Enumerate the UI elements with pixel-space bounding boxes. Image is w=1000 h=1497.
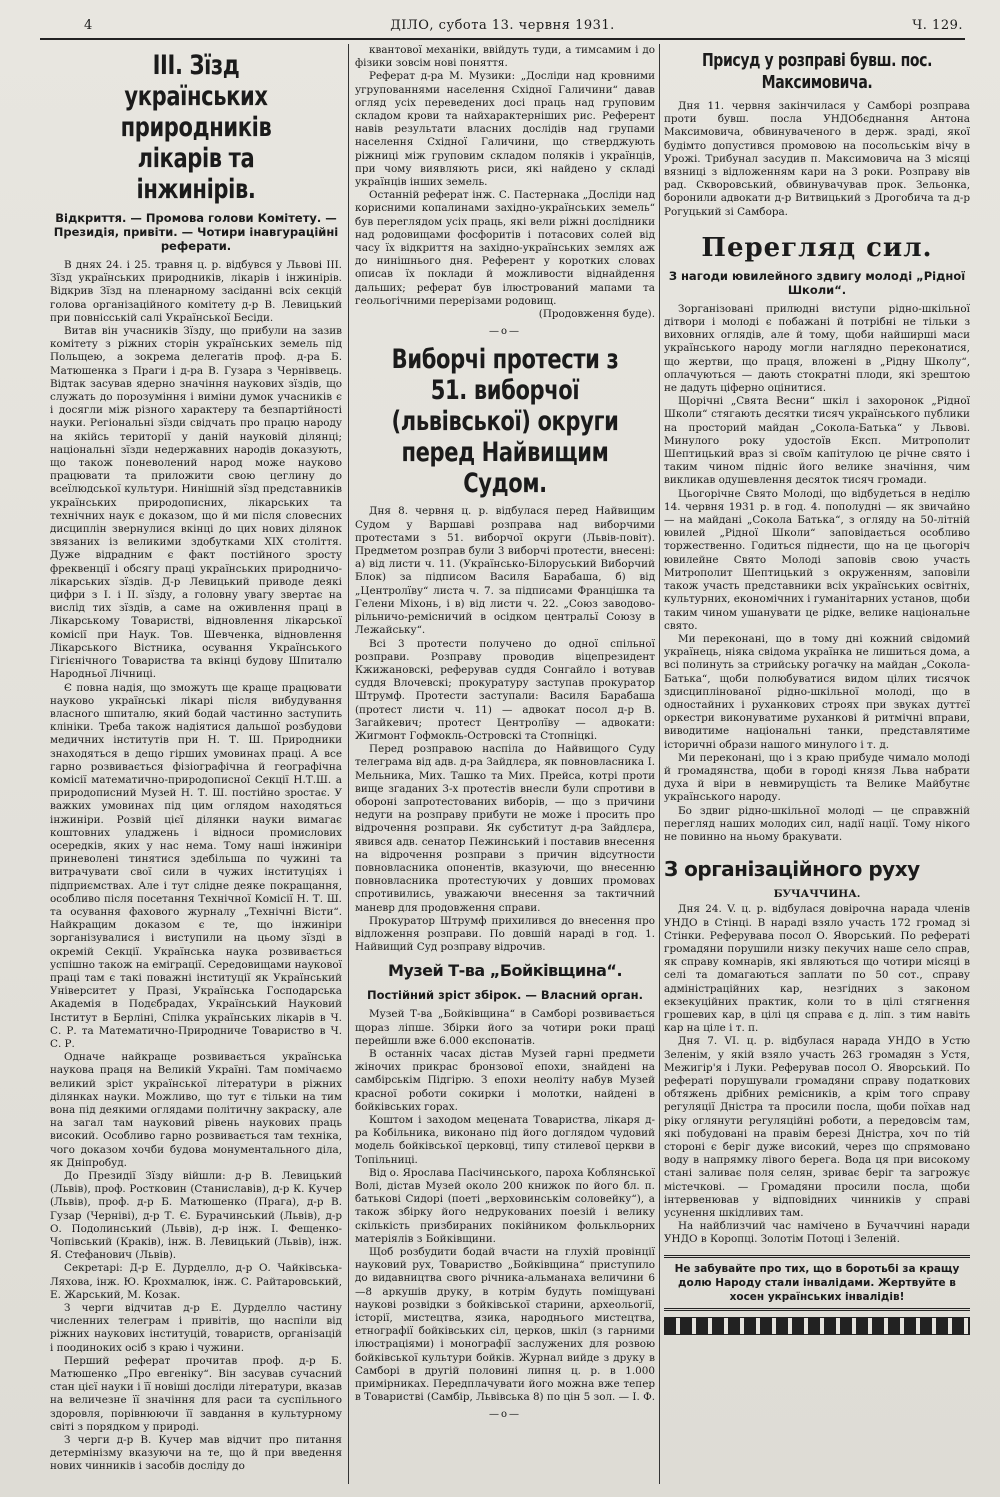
article-title: З організаційного руху [664, 857, 920, 882]
divider: —o— [488, 326, 522, 338]
paragraph: Бо здвиг рідно-шкільної молоді — це справжній перегляд наших молодих сил, надії нації. Тому нікого не повинно на ньому бракувати. [664, 804, 970, 843]
issue-number: Ч. 129. [912, 18, 963, 33]
paragraph: Одначе найкраще розвивається українська наукова праця на Великій Україні. Там помічаємо великий зріст української літератури в ріжних ділянках науки. Можливо, що тут є тільки на тим вона під деякими оглядами політичну закраску, але на загал там науковий рівень наукових праць високий. Особливо гарно розвивається там техніка, чого доказом хочби будова монументального діла, як Дніпробуд. [50, 1051, 342, 1169]
appeal-notice: Не забувайте про тих, що в боротьбі за кращу долю Народу стали інвалідами. Жертвуйте в хосен українських інвалідів! [664, 1255, 970, 1311]
paragraph: В останніх часах дістав Музей гарні предмети жіночих прикрас бронзової епохи, знайдені на самбірськім Підгірю. З епохи неоліту набув Музей красної роботи сокирки і молотки, найдені в бойківських горах. [355, 1047, 655, 1113]
article-title: Перегляд сил. [701, 232, 933, 263]
masthead [40, 16, 965, 40]
paragraph: Щорічні „Свята Весни“ шкіл і захоронок „Рідної Школи“ стягають десятки тисяч українського публики на просторий майдан „Сокола-Батька“ у Львові. Минулого року удостоїв Експ. Митрополит Шептицький враз зі своїм капітулою це річне свято і таким чином підніс його велике значіння, чим викликав одушевлення десяток тисяч громади. [664, 395, 970, 487]
paragraph: Дня 7. VI. ц. р. відбулася нарада УНДО в Устю Зеленім, у якій взяло участь 263 громадян з Устя, Межигір'я і Луки. Реферував посол О. Яворський. По рефераті порушували громадяни справу податкових обтяжень дрібних ремісників, а крім того справу регуляції Дністра та просили посла, щоби поїхав над ріку оглянути регуляційні роботи, а передовсім там, які побудовані на правім березі Дністра, хоч по тій стороні є беріг дуже високий, через що спрямовано воду в напрямку лівого берега. Вода ця при високому стані заливає поля селян, зриває беріг та загрожує містечкові. — Громадяни просили посла, щоби інтервенював у відповідних чинників у справі усунення шкідливих там. [664, 1035, 970, 1220]
paragraph: квантової механіки, ввійдуть туди, а тимсамим і до фізики зовсім нові поняття. [355, 44, 655, 70]
paragraph: З черги д-р В. Кучер мав відчит про питання детермінізму вказуючи на те, що й при введення нових чинників і засобів досліду до [50, 1434, 342, 1473]
paragraph: З черги відчитав д-р Е. Дурделло частину численних телеграм і привітів, що наспіли від ріжних наукових інституцій, товариств, організацій і поодиноких осіб з краю і чужини. [50, 1302, 342, 1354]
divider: —o— [488, 1409, 522, 1421]
paragraph: Зорганізовані прилюдні виступи рідно-шкільної дітвори і молоді є побажані й потрібні не тільки з виховних оглядів, але й тому, щоби найширші маси українського народу могли наглядно переконатися, що жертви, що праця, вложені в „Рідну Школу“, оплачуються — дають стократні плоди, які зрештою не дадуть ціферно оцінитися. [664, 302, 970, 395]
paragraph: Ми переконані, що в тому дні кожний свідомий українець, ніяка свідома українка не лишиться дома, а всі полинуть за стрийську рогачку на майдан „Сокола-Батька“, щоби полюбуватися видом цілих тисячок здисциплінованої рідно-шкільної молоді, що в одностайних і руханкових строях при звуках дуттєї оркестри виконуватиме руханкові й ритмічні вправи, виводитиме національні танки, представлятиме історичні образи нашого минулого і т. д. [664, 632, 970, 751]
paragraph: На найблизчий час намічено в Бучаччині наради УНДО в Коропці. Золотім Потоці і Зеленій. [664, 1220, 970, 1246]
paragraph: Дня 24. V. ц. р. відбулася довірочна нарада членів УНДО в Стінці. В нараді взяло участь 172 громад зі Стінки. Реферувава посол О. Яворський. По рефераті громадяни порушили низку пекучих наше село справ, як справу комнарів, які являються що чотири місяці в селі та домагаються заплати по 50 сот., справу адміністраційних кар, незгідних з законом екзекуційних практик, коли то в цілі стягнення грошевих кар, в цілі ця справа є д. ліп. з тим навіть кар на ціле і т. п. [664, 903, 970, 1035]
paragraph: Перед розправою наспіла до Найвищого Суду телеграма від адв. д-ра Зайдлєра, як повновласника І. Мельника, Мих. Ташко та Мих. Прейса, котрі проти вище згаданих 3-х протестів внесли були спротиви в обороні запротестованих виборів, — що з причини недуги на розправу прибути не може і просить про відрочення розправи. Як субститут д-ра Зайдлєра, явився адв. сенатор Пежинський і поставив внесення на відрочення розправи з причин відсутности повновласника опонентів, вказуючи, що внесенню повновласника протестуючих у довших промовах спротивились, уважаючи внесення за тактичний маневр для продовження справи. [355, 743, 655, 914]
article-title: Виборчі протести з 51. виборчої (львівської) округи перед Найвищим Судом. [391, 344, 619, 500]
paragraph: Останній реферат інж. С. Пастернака „Досліди над корисними копалинами західно-українських земель“ був переглядом усіх праць, які вели ріжні дослідники над родовищами фосфоритів і потасових солей від часу їх відкриття на західно-українських землях аж до нинішнього дня. Референт у коротких словах описав їх поклади й можливости віднайдення дальших; реферат був ілюстрований мапами та геольогічними перерізами родовищ. [355, 189, 655, 307]
paragraph: Прокуратор Штрумф прихилився до внесення про відложення розправи. По довшій нараді в год. 1. Найвищий Суд розправу відрочив. [355, 914, 655, 954]
masthead-title: ДІЛО, субота 13. червня 1931. [390, 18, 615, 33]
paragraph: Від о. Ярослава Пасічинського, пароха Коблянської Волі, дістав Музей около 200 книжок по його бл. п. батькові Сидорі (поеті „верховинськім соловейку“), а також збірку його недрукованих поезій і велику скількість призбираних покійником фолькльорних матеріялів з Бойківщини. [355, 1166, 655, 1245]
article-title: Присуд у розправі бувш. пос. Максимовича. [701, 50, 933, 93]
region-heading: БУЧАЧЧИНА. [773, 888, 861, 901]
paragraph: Музей Т-ва „Бойківщина“ в Самборі розвивається щораз ліпше. Збірки його за чотири роки праці перейшли вже 6.000 експонатів. [355, 1008, 655, 1047]
paragraph: Є повна надія, що зможуть ще краще працювати науково українські лікарі після вибудування власного шпиталю, який бодай частинно заступить клініки. Треба також надіятися дальшої розбудови медичних інститутів при Н. Т. Ш. Природники знаходяться в дещо гірших умовинах праці. А все гарно розвивається фізіографічна й географічна комісії математично-природописної Секції Н.Т.Ш. а природописний Музей Н. Т. Ш. постійно зростає. У важких умовинах під цим оглядом находяться інжиніри. Розвій цієї ділянки науки вимагає коштовних уладжень і відноси промислових осередків, яких у нас нема. Тому наші інжиніри приневолені тинятися здебільша по чужині та витрачувати свої сили в чужих інституціях і підприємствах. Але і тут слідне деяке покращання, особливо після посетання Технічної Комісії Н. Т. Ш. та осування фахового журналу „Технічні Вісти“. Найкращим доказом є те, що інжиніри зорганізувалися і виступили на цьому зїзді в окремій Секції. Українська наука розвивається успішно також на еміграції. Середовищами наукової праці там є такі поважні інституції як Український Університет у Празі, Українська Господарська Академія в Подєбрадах, Український Науковий Інститут в Берліні, Спілка українських лікарів в Ч. С. Р. та Математично-Природниче Товариство в Ч. С. Р. [50, 681, 342, 1050]
paragraph: Секретарі: Д-р Е. Дурделло, д-р О. Чайківська-Ляхова, інж. Ю. Крохмалюк, інж. С. Райтаровський, Е. Жарський, М. Козак. [50, 1262, 342, 1301]
paragraph: Реферат д-ра М. Музики: „Досліди над кровними угрупованнями населення Східної Галичини“ давав огляд усіх переведених досі праць над груповим складом крови та найхарактерніших рис. Референт навів результати власних дослідів над групами населення Східної Галичини, що стверджують ріжниці між груповим складом поляків і українців, при чому виявляють риси, які найдено у складі українців інших земель. [355, 70, 655, 189]
column-3 [664, 44, 970, 1484]
paragraph: Витав він учасників Зїзду, що прибули на зазив комітету з ріжних сторін українських земель під Польщею, а зокрема делегатів проф. д-ра Б. Матюшенка з Праги і д-ра В. Гузара з Черніввець. Відтак засував ядерно значіння наукових зїздів, що служать до порозуміння і виміни думок учасників є і досягли між різного характеру та безпартійності науки. Регіональні зїзди свідчать про працю народу на якійсь території у даній науковій ділянці; національні зїзди недержавних народів доказують, що також поневолений народ може науково працювати та приложити свою цеглину до всеїлюдської культури. Нинішній зїзд представників українських природописних, лікарських та технічних наук є доказом, що й ми після словесних дисциплін звернулися вкінці до цих нових ділянок звязаних із великими здобутками XIX століття. Дуже відрадним є факт постійного зросту фреквенції і обсягу праці українських природничо-лікарських зїздів. Д-р Левицький приводе деякі цифри з I. і II. зїзду, а головну увагу звертає на вислід тих зїздів, а саме на оживлення праці в Лікарському Товаристві, відновлення лікарської комісії при Наук. Тов. Шевченка, відновлення Лікарського Вістника, осування Українського Гігієнічного Товариства та вкінці будову Шпиталю Народньої Лічниці. [50, 325, 342, 681]
column-1 [50, 44, 342, 1484]
column-rule [348, 44, 349, 1484]
ornament-border [664, 1317, 970, 1335]
paragraph: Цьогорічне Свято Молоді, що відбудеться в неділю 14. червня 1931 р. в год. 4. пополудні — як звичайно — на майдані „Сокола Батька“, з огляду на 50-літній ювилей „Рідної Школи“ заповідається особливо торжественно. Годиться піднести, що на це цьогоріч ювилейне Свято Молоді заповів свою участь Митрополит Шептицький з окруженням, заповіли також участь представники всіх українських освітніх, культурних, економічних і гуманітарних установ, щоби таким чином ушанувати це рідке, велике національне свято. [664, 487, 970, 632]
article-subtitle: Відкриття. — Промова голови Комітету. — Президія, привіти. — Чотири інавгураційні реферати. [53, 211, 339, 253]
article-subtitle: Постійний зріст збірок. — Власний орган. [367, 988, 643, 1003]
paragraph: До Президії Зїзду війшли: д-р В. Левицький (Львів), проф. Ростковин (Станиславів), д-р К. Кучер (Львів), проф. д-р Б. Матюшенко (Прага), д-р В. Гузар (Черніві), д-р Т. Є. Бурачинський (Львів), д-р О. Подолинський (Львів), д-р інж. І. Фещенко-Чопівський (Краків), інж. В. Левицький (Львів), інж. Я. Стефанович (Львів). [50, 1170, 342, 1262]
paragraph: Ми переконані, що і з краю прибуде чимало молоді й громадянства, щоби в городі князя Льва набрати духа й віри в невмирущість та Велике Майбутнє українського народу. [664, 751, 970, 804]
column-rule [659, 44, 660, 1484]
column-2 [355, 44, 655, 1484]
article-subtitle: З нагоди ювилейного здвигу молоді „Рідної Школи“. [668, 268, 966, 297]
paragraph: Всі 3 протести получено до одної спільної розправи. Розправу проводив віцепрезидент Кжижановскі, реферував суддя Сонгайло і вотував суддя Влочевскі; прокуратуру заступав прокуратор Штрумф. Протести заступали: Василя Барабаша (протест листи ч. 11) — адвокат посол д-р В. Загайкевич; протест Центролїву — адвокати: Жигмонт Гофмокль-Островскі та Стопніцкі. [355, 637, 655, 742]
article-title: III. Зїзд українських природників лікарів та інжинірів. [120, 50, 272, 205]
page-number: 4 [84, 18, 93, 33]
paragraph: Перший реферат прочитав проф. д-р Б. Матюшенко „Про евгеніку“. Він засував сучасний стан цієї науки і її новіші досліди літератури, вказав на величезне її значіння для раси та суспільного здоровля, порівнюючи її завдання в культурному світі з порядком у природі. [50, 1354, 342, 1433]
paragraph: В днях 24. і 25. травня ц. р. відбувся у Львові III. Зїзд українських природників, лікарів і інжинірів. Відкрив Зїзд на пленарному засіданні всіх секцій голова організаційного комітету д-р В. Левицький при повнісській салі Української Бесіди. [50, 259, 342, 324]
paragraph: Щоб розбудити бодай вчасти на глухій провінції науковий рух, Товариство „Бойківщина“ приступило до видавництва свого річника-альманаха величини 6—8 аркушів друку, в котрім будуть поміщувані наукові розвідки з бойківської старини, археольогії, історії, мистецтва, язика, народнього мистецтва, етнографії бойківських сіл, церков, шкіл (з гарними ілюстраціями) і монографії заслужених для розвою бойківської культури бойків. Журнал вийде з друку в Самборі в другій половині липня ц. р. в 1.000 примірниках. Передплачувати його можна вже тепер в Товаристві (Самбір, Львівська 8) по цін 5 зол. — І. Ф. [355, 1246, 655, 1404]
paragraph: Коштом і заходом мецената Товариства, лікаря д-ра Кобільника, виконано під його доглядом чудовий модель бойківської церковці, типу стилевої церкви в Топільниці. [355, 1114, 655, 1166]
paragraph: Дня 8. червня ц. р. відбулася перед Найвищим Судом у Варшаві розправа над виборчими протестами з 51. виборчої округи (Львів-повіт). Предметом розправ були 3 виборчі протести, внесені: а) від листи ч. 11. (Українсько-Білоруський Виборчий Блок) за підписом Василя Барабаша, б) від „Центролїву“ листа ч. 7. за підписами Францішка та Гелени Міхонь, і в) від листи ч. 22. „Союз заводово-рільничо-ремісничий в осідком центральї Союзу в Лежайську“. [355, 505, 655, 637]
continuation-note: (Продовження буде). [538, 308, 655, 321]
article-title: Музей Т-ва „Бойківщина“. [387, 961, 623, 981]
paragraph: Дня 11. червня закінчилася у Самборі розправа проти бувш. посла УНДОбєднання Антона Максимовича, обвинуваченого в держ. зраді, якої будімто допустився промовою на посольськім вічу в Урожі. Трибунал засудив п. Максимовича на 3 місяці вязниці з відложенням кари на 3 роки. Розправу вів рад. Скворовський, обвинувачував прок. Зельонка, боронили адвокати д-р Витвицький з Дрогобича та д-р Рогуцький зі Самбора. [664, 100, 970, 218]
